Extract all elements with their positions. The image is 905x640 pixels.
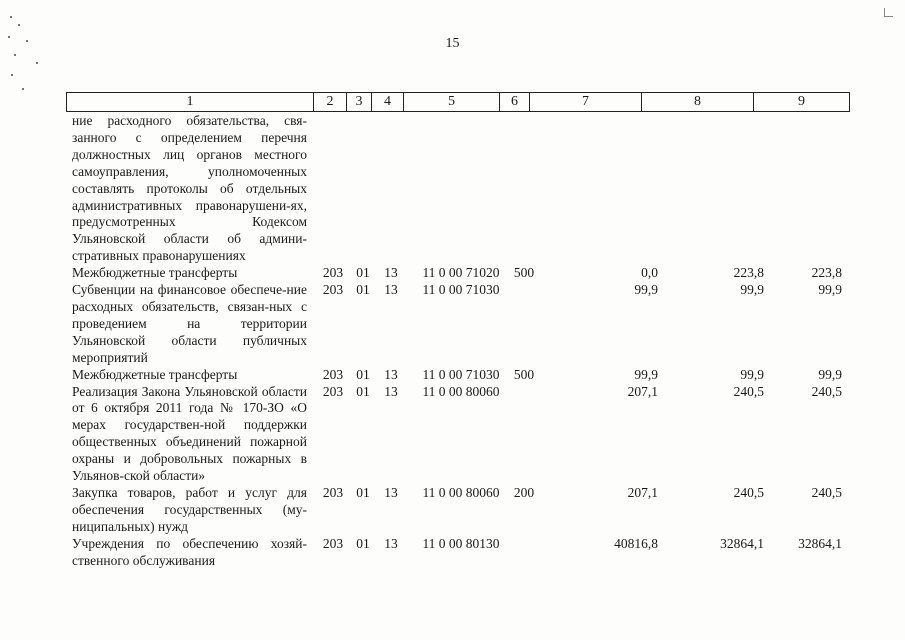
cell-c4: 13 bbox=[384, 383, 398, 399]
table-row bbox=[72, 113, 842, 265]
cell-c9: 99,9 bbox=[818, 366, 842, 382]
cell-c7: 207,1 bbox=[627, 484, 658, 500]
cell-c6: 200 bbox=[513, 484, 535, 500]
cell-c6: 500 bbox=[513, 265, 535, 281]
row-name: Межбюджетные трансферты bbox=[72, 265, 238, 281]
corner-mark bbox=[884, 8, 893, 17]
cell-c8: 240,5 bbox=[733, 484, 764, 500]
cell-c7: 99,9 bbox=[634, 366, 658, 382]
cell-c9: 99,9 bbox=[818, 282, 842, 298]
cell-c4: 13 bbox=[384, 282, 398, 298]
cell-c8: 99,9 bbox=[740, 366, 764, 382]
cell-c4: 13 bbox=[384, 535, 398, 551]
cell-c5: 11 0 00 80060 bbox=[422, 383, 500, 399]
cell-c2: 203 bbox=[322, 484, 344, 500]
cell-c2: 203 bbox=[322, 535, 344, 551]
cell-c3: 01 bbox=[356, 265, 370, 281]
table-body bbox=[72, 113, 842, 569]
cell-c9: 223,8 bbox=[811, 265, 842, 281]
header-cell: 9 bbox=[798, 94, 805, 109]
cell-c5: 11 0 00 80130 bbox=[422, 535, 500, 551]
table-row bbox=[72, 282, 842, 367]
row-name: Реализация Закона Ульяновской области от 6 октября 2011 года № 170-ЗО «О мерах государствен-ной поддержки общественных объединений пожарной охраны и добровольных пожарных в Ульянов-ской области» bbox=[72, 383, 307, 484]
table-row bbox=[72, 384, 842, 485]
cell-c4: 13 bbox=[384, 366, 398, 382]
table-row bbox=[72, 265, 842, 282]
cell-c9: 240,5 bbox=[811, 383, 842, 399]
cell-c8: 99,9 bbox=[740, 282, 764, 298]
header-cell: 7 bbox=[530, 93, 642, 111]
cell-c9: 240,5 bbox=[811, 484, 842, 500]
cell-c4: 13 bbox=[384, 484, 398, 500]
cell-c3: 01 bbox=[356, 535, 370, 551]
cell-c2: 203 bbox=[322, 366, 344, 382]
cell-c5: 11 0 00 71020 bbox=[422, 265, 500, 281]
row-name: Субвенции на финансовое обеспече-ние расходных обязательств, связан-ных с проведением на территории Ульяновской области публичных мероприятий bbox=[72, 282, 307, 365]
cell-c8: 223,8 bbox=[733, 265, 764, 281]
cell-c3: 01 bbox=[356, 383, 370, 399]
cell-c5: 11 0 00 80060 bbox=[422, 484, 500, 500]
page-number: 15 bbox=[445, 36, 460, 51]
cell-c3: 01 bbox=[356, 484, 370, 500]
cell-c8: 32864,1 bbox=[720, 535, 764, 551]
cell-c3: 01 bbox=[356, 366, 370, 382]
header-cell: 2 bbox=[314, 93, 347, 111]
cell-c2: 203 bbox=[322, 265, 344, 281]
table-row bbox=[72, 367, 842, 384]
row-name: Закупка товаров, работ и услуг для обеспечения государственных (му-ниципальных) нужд bbox=[72, 484, 307, 534]
cell-c5: 11 0 00 71030 bbox=[422, 282, 500, 298]
table-header bbox=[66, 92, 850, 112]
row-name: Учреждения по обеспечению хозяй-ственного обслуживания bbox=[72, 535, 307, 568]
cell-c7: 0,0 bbox=[641, 265, 658, 281]
row-name: Межбюджетные трансферты bbox=[72, 366, 238, 382]
cell-c6: 500 bbox=[513, 366, 535, 382]
header-cell: 6 bbox=[500, 93, 530, 111]
header-cell: 1 bbox=[67, 93, 314, 111]
cell-c9: 32864,1 bbox=[798, 535, 842, 551]
header-cell: 3 bbox=[347, 93, 372, 111]
cell-c7: 207,1 bbox=[627, 383, 658, 399]
cell-c7: 40816,8 bbox=[614, 535, 658, 551]
cell-c7: 99,9 bbox=[634, 282, 658, 298]
scan-noise bbox=[6, 10, 51, 100]
header-cell: 8 bbox=[642, 93, 754, 111]
cell-c2: 203 bbox=[322, 282, 344, 298]
row-name: ние расходного обязательства, свя-занного с определением перечня должностных лиц органов местного самоуправления, уполномоченных составлять протоколы об отдельных административных правонарушени-ях, предусмотренных Кодексом Ульяновской области об админи-стративных правонарушениях bbox=[72, 113, 307, 264]
cell-c4: 13 bbox=[384, 265, 398, 281]
table-row bbox=[72, 485, 842, 536]
cell-c5: 11 0 00 71030 bbox=[422, 366, 500, 382]
header-cell: 4 bbox=[372, 93, 404, 111]
cell-c3: 01 bbox=[356, 282, 370, 298]
table-row bbox=[72, 536, 842, 570]
cell-c8: 240,5 bbox=[733, 383, 764, 399]
header-cell: 5 bbox=[404, 93, 500, 111]
cell-c2: 203 bbox=[322, 383, 344, 399]
